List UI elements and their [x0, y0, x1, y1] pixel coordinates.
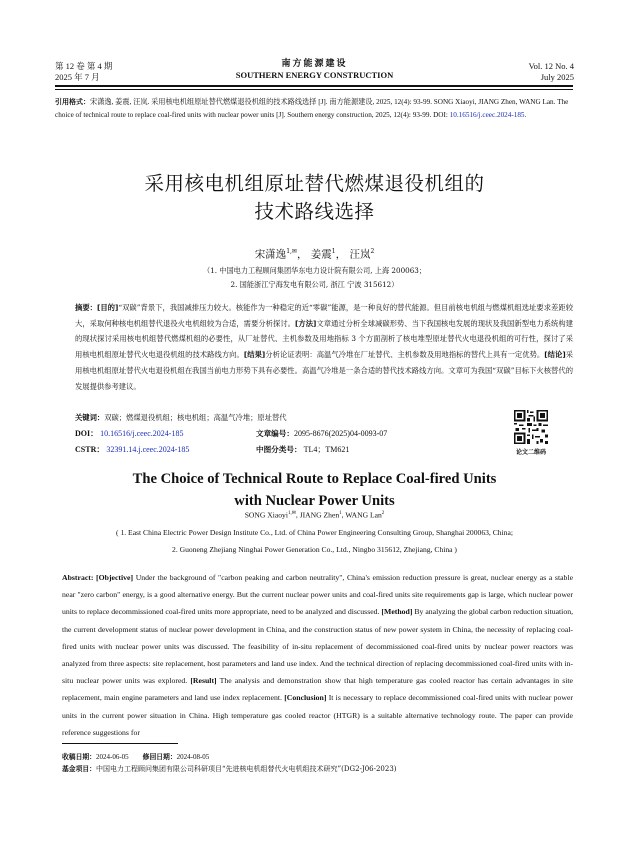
author-en-1-sup: 1,✉: [287, 511, 296, 516]
affiliations-cn: [0, 264, 629, 292]
clc-label: 中图分类号：: [256, 445, 302, 454]
clc-value: TL4；TM621: [303, 445, 350, 454]
article-number-value: 2095-8676(2025)04-0093-07: [293, 429, 388, 438]
abstract-cn-label: 摘要：: [75, 303, 97, 312]
author-en-3-sup: 2: [381, 511, 385, 516]
footnote-rule: [62, 743, 178, 744]
keywords-label: 关键词：: [75, 413, 105, 422]
journal-name-cn: 南方能源建设: [281, 59, 348, 69]
citation-block: [55, 96, 573, 122]
title-en-line2: with Nuclear Power Units: [234, 493, 395, 509]
title-en-line1: The Choice of Technical Route to Replace Coal-fired Units: [132, 471, 497, 487]
abstract-cn: [75, 300, 573, 394]
fund-label: 基金项目：: [62, 765, 96, 773]
conclusion-tag-en: [Conclusion]: [284, 693, 327, 703]
qr-code-label: 论文二维码: [515, 449, 546, 456]
title-en: [0, 468, 629, 512]
received-dates: [62, 752, 209, 762]
qr-code-icon[interactable]: [514, 410, 548, 444]
method-tag-cn: [方法]: [294, 318, 317, 328]
date-cn: 2025 年 7 月: [55, 72, 100, 82]
author-2-sup: 1: [331, 248, 336, 255]
author-3: 汪岚: [349, 248, 371, 261]
date-en: July 2025: [540, 72, 574, 82]
abstract-en: [62, 569, 573, 741]
header-rule-thin: [55, 89, 573, 90]
author-2: 姜震: [310, 248, 332, 261]
affiliation-cn-2: 2. 国能浙江宁海发电有限公司, 浙江 宁波 315612）: [230, 280, 399, 289]
received-value: 2024-06-05: [95, 753, 129, 761]
author-sep: ，: [296, 248, 308, 261]
objective-cn: “双碳”背景下，我国减排压力较大。核能作为一种稳定的近“零碳”能源，是一种良好的替代能源。但目前核电机组与燃煤机组选址要求差距较大，采取何种核电机组替代退役火电机组较为合适，需要分析探讨。: [75, 303, 573, 328]
received-label: 收稿日期：: [62, 753, 96, 761]
doi-label: DOI：: [75, 429, 99, 438]
affiliation-en-2: 2. Guoneng Zhejiang Ninghai Power Generation Co., Ltd., Ningbo 315612, Zhejiang, China ): [172, 545, 457, 554]
authors-cn: [0, 245, 629, 262]
objective-tag-cn: [目的]: [96, 303, 119, 312]
cstr-label: CSTR：: [75, 445, 105, 454]
title-cn-line1: 采用核电机组原址替代燃煤退役机组的: [144, 172, 485, 195]
affiliations-en: [0, 524, 629, 558]
method-tag-en: [Method]: [381, 607, 413, 617]
author-en-1: SONG Xiaoyi: [244, 510, 288, 520]
author-sep: ，: [335, 248, 347, 261]
citation-label: 引用格式：: [55, 98, 90, 106]
clc-row: [256, 442, 349, 457]
article-number-label: 文章编号：: [256, 429, 294, 438]
abstract-en-label: Abstract:: [62, 573, 94, 582]
article-number-row: [256, 426, 387, 441]
author-en-2-sup: 1: [339, 511, 342, 516]
doi-row: [75, 426, 183, 441]
author-1: 宋潇逸: [254, 248, 287, 261]
keywords: [75, 410, 287, 425]
authors-en: SONG Xiaoyi$^{1,✉}$, JIANG Zhen$^1$, WANG Lan$^2$: [244, 510, 385, 520]
result-en: The analysis and demonstration show that high temperature gas cooled reactor has certain advantages in site replacement, main engine parameters and land use index replacement.: [62, 676, 574, 703]
result-tag-en: [Result]: [190, 676, 217, 686]
keywords-value: 双碳；燃煤退役机组；核电机组；高温气冷堆；原址替代: [104, 413, 287, 422]
method-en: By analyzing the global carbon reduction situation, the current development status of nuclear power development in China, and the construction status of new power system in China, the necessity of replacing coal-fired units with nuclear power units was discussed. The feasibility of in-situ replacement of decommissioned coal-fired units by nuclear power reactors was analyzed from three aspects: site replacement, host parameters and land use index. And the technical direction of replacing decommissioned coal-fired units with in-situ nuclear power units was explored.: [62, 607, 574, 686]
objective-en: Under the background of "carbon peaking and carbon neutrality", China's emission reduction pressure is great, nuclear energy as a stable near "zero carbon" energy, is a good alternative energy. But the current nuclear power units and coal-fired units site requirements gap is large, which nuclear power units to replace decommissioned coal-fired units more appropriate, need to be analyzed and discussed.: [62, 573, 574, 617]
conclusion-cn: 采用核电机组原址替代火电退役机组在我国当前电力形势下具有必要性。高温气冷堆是一条合适的替代技术路线方向。文章可为我国“双碳”目标下火核替代的发展提供参考建议。: [75, 350, 574, 391]
volume-issue-cn: 第 12 卷 第 4 期: [55, 61, 113, 71]
affiliation-cn-1: （1. 中国电力工程顾问集团华东电力设计院有限公司, 上海 200063；: [202, 266, 427, 275]
result-tag-cn: [结果]: [243, 350, 266, 360]
journal-name-en: SOUTHERN ENERGY CONSTRUCTION: [235, 70, 394, 80]
objective-tag-en: [Objective]: [96, 573, 134, 582]
author-3-sup: 2: [370, 248, 375, 255]
title-cn-line2: 技术路线选择: [254, 200, 375, 223]
revised-value: 2024-08-05: [176, 753, 210, 761]
conclusion-en: It is necessary to replace decommissioned coal-fired units with nuclear power units in the current power situation in China. High temperature gas cooled reactor (HTGR) is a suitable alternative technology route. The paper can provide reference suggestions for: [62, 693, 573, 737]
fund-value: 中国电力工程顾问集团有限公司科研项目“先进核电机组替代火电机组技术研究”(DG2-J06-2023): [95, 765, 397, 773]
author-en-3: WANG Lan: [345, 510, 382, 520]
fund-project: [62, 764, 397, 774]
result-cn: 分析论证表明：高温气冷堆在厂址替代、主机参数及用地指标的替代上具有一定优势。: [265, 350, 545, 360]
header-right: [529, 61, 574, 83]
title-cn: [0, 170, 629, 226]
revised-label: 修回日期：: [142, 753, 177, 761]
doi-link[interactable]: 10.16516/j.ceec.2024-185: [100, 429, 184, 438]
author-1-sup: 1,✉: [286, 248, 297, 255]
volume-issue-en: Vol. 12 No. 4: [528, 61, 574, 71]
header-rule-thick: [55, 85, 573, 87]
cstr-link[interactable]: 32391.14.j.ceec.2024-185: [106, 445, 190, 454]
citation-doi-link[interactable]: 10.16516/j.ceec.2024-185.: [449, 111, 527, 119]
citation-text: 宋潇逸, 姜震, 汪岚. 采用核电机组原址替代燃煤退役机组的技术路线选择 [J]. 南方能源建设, 2025, 12(4): 93-99. SONG Xiaoyi, JIANG Zhen, WANG Lan. The choice of technical route to replace coal-fired units with nuclear power units [J]. Southern energy construction, 2025, 12(4): 93-99. DOI:: [55, 98, 569, 119]
affiliation-en-1: ( 1. East China Electric Power Design Institute Co., Ltd. of China Power Engineering Consulting Group, Shanghai 200063, China;: [116, 528, 513, 537]
cstr-row: [75, 442, 189, 457]
method-cn: 文章通过分析全球减碳形势、当下我国核电发展的现状及我国新型电力系统构建的现状探讨采用核电机组替代燃煤机组的必要性，从厂址替代、主机参数及用地指标 3 个方面剖析了核电堆型原址替代火电退役机组的可行性，探讨了采用核电机组原址替代火电退役机组的技术路线方向。: [75, 318, 574, 360]
conclusion-tag-cn: [结论]: [544, 350, 566, 360]
author-en-2: JIANG Zhen: [299, 510, 340, 520]
